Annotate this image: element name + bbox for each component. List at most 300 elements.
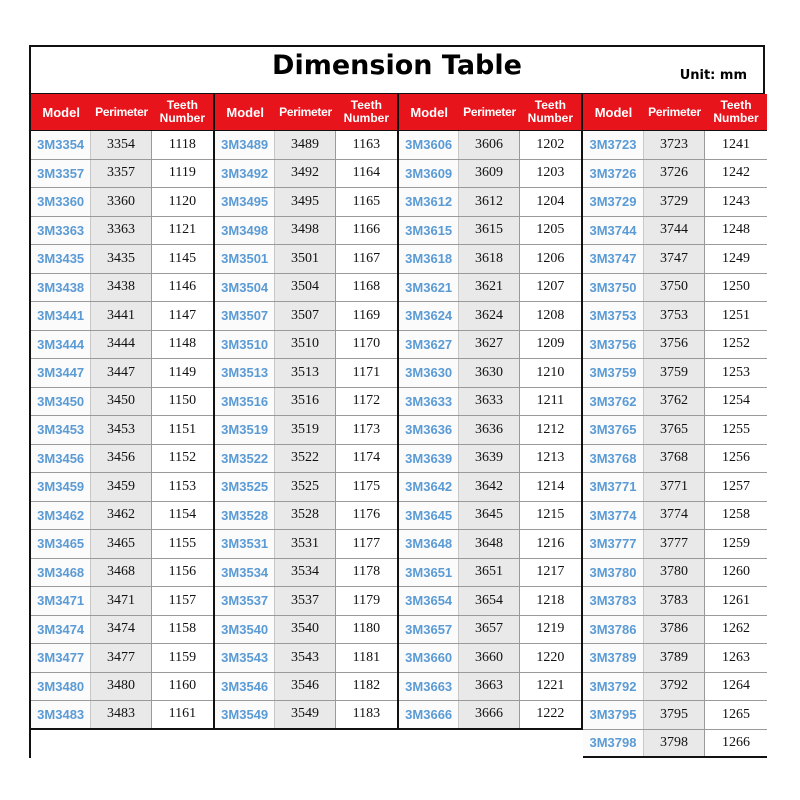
perimeter-cell: 3456 — [91, 445, 151, 473]
table-row — [399, 302, 581, 331]
table-row — [583, 587, 767, 616]
model-cell: 3M3762 — [583, 388, 644, 416]
table-row — [31, 530, 213, 559]
model-cell: 3M3504 — [215, 274, 275, 302]
teeth-number-cell: 1153 — [152, 473, 213, 501]
perimeter-cell: 3795 — [644, 701, 705, 729]
teeth-number-cell: 1252 — [705, 331, 767, 359]
model-cell: 3M3480 — [31, 673, 91, 701]
table-row — [399, 530, 581, 559]
table-row — [583, 616, 767, 645]
teeth-number-cell: 1179 — [336, 587, 397, 615]
teeth-number-cell: 1248 — [705, 217, 767, 245]
model-cell: 3M3450 — [31, 388, 91, 416]
model-cell: 3M3756 — [583, 331, 644, 359]
teeth-number-cell: 1202 — [520, 131, 581, 159]
table-row — [399, 473, 581, 502]
teeth-number-cell: 1216 — [520, 530, 581, 558]
perimeter-cell: 3606 — [459, 131, 519, 159]
table-row — [399, 188, 581, 217]
teeth-number-cell: 1170 — [336, 331, 397, 359]
table-row — [583, 530, 767, 559]
table-row — [215, 302, 397, 331]
perimeter-cell: 3654 — [459, 587, 519, 615]
model-cell: 3M3777 — [583, 530, 644, 558]
model-cell: 3M3510 — [215, 331, 275, 359]
teeth-number-cell: 1256 — [705, 445, 767, 473]
perimeter-cell: 3762 — [644, 388, 705, 416]
table-row — [583, 217, 767, 246]
table-row — [215, 587, 397, 616]
table-row — [583, 673, 767, 702]
perimeter-cell: 3534 — [275, 559, 335, 587]
table-row — [215, 530, 397, 559]
model-cell: 3M3516 — [215, 388, 275, 416]
teeth-number-cell: 1204 — [520, 188, 581, 216]
perimeter-cell: 3537 — [275, 587, 335, 615]
perimeter-cell: 3435 — [91, 245, 151, 273]
model-cell: 3M3444 — [31, 331, 91, 359]
table-row — [31, 331, 213, 360]
teeth-number-cell: 1254 — [705, 388, 767, 416]
table-row — [583, 131, 767, 160]
teeth-number-cell: 1210 — [520, 359, 581, 387]
model-cell: 3M3474 — [31, 616, 91, 644]
table-row — [215, 644, 397, 673]
model-cell: 3M3792 — [583, 673, 644, 701]
teeth-number-cell: 1215 — [520, 502, 581, 530]
teeth-number-cell: 1157 — [152, 587, 213, 615]
model-cell: 3M3501 — [215, 245, 275, 273]
perimeter-cell: 3630 — [459, 359, 519, 387]
teeth-number-cell: 1261 — [705, 587, 767, 615]
perimeter-cell: 3624 — [459, 302, 519, 330]
perimeter-cell: 3450 — [91, 388, 151, 416]
table-row — [215, 616, 397, 645]
perimeter-cell: 3627 — [459, 331, 519, 359]
model-cell: 3M3492 — [215, 160, 275, 188]
perimeter-cell: 3645 — [459, 502, 519, 530]
perimeter-cell: 3471 — [91, 587, 151, 615]
model-cell: 3M3642 — [399, 473, 459, 501]
model-cell: 3M3744 — [583, 217, 644, 245]
teeth-number-cell: 1155 — [152, 530, 213, 558]
perimeter-cell: 3765 — [644, 416, 705, 444]
header-row — [215, 94, 397, 131]
teeth-number-cell: 1152 — [152, 445, 213, 473]
teeth-number-cell: 1181 — [336, 644, 397, 672]
table-row — [399, 416, 581, 445]
perimeter-cell: 3777 — [644, 530, 705, 558]
teeth-number-cell: 1214 — [520, 473, 581, 501]
perimeter-cell: 3357 — [91, 160, 151, 188]
table-row — [31, 701, 213, 730]
teeth-number-cell: 1209 — [520, 331, 581, 359]
table-row — [31, 217, 213, 246]
model-cell: 3M3465 — [31, 530, 91, 558]
perimeter-cell: 3528 — [275, 502, 335, 530]
teeth-number-cell: 1219 — [520, 616, 581, 644]
model-cell: 3M3459 — [31, 473, 91, 501]
title-bar — [31, 47, 763, 94]
table-row — [215, 416, 397, 445]
model-cell: 3M3768 — [583, 445, 644, 473]
table-row — [31, 559, 213, 588]
model-cell: 3M3621 — [399, 274, 459, 302]
table-row — [399, 673, 581, 702]
perimeter-cell: 3516 — [275, 388, 335, 416]
header-teeth-number: Teeth Number — [159, 98, 206, 125]
table-row — [215, 245, 397, 274]
teeth-number-cell: 1182 — [336, 673, 397, 701]
table-row — [399, 131, 581, 160]
teeth-number-cell: 1265 — [705, 701, 767, 729]
table-row — [399, 502, 581, 531]
perimeter-cell: 3660 — [459, 644, 519, 672]
model-cell: 3M3606 — [399, 131, 459, 159]
table-row — [215, 331, 397, 360]
teeth-number-cell: 1217 — [520, 559, 581, 587]
table-row — [215, 502, 397, 531]
perimeter-cell: 3744 — [644, 217, 705, 245]
perimeter-cell: 3531 — [275, 530, 335, 558]
table-row — [31, 644, 213, 673]
header-perimeter: Perimeter — [463, 105, 516, 119]
perimeter-cell: 3504 — [275, 274, 335, 302]
model-cell: 3M3363 — [31, 217, 91, 245]
perimeter-cell: 3723 — [644, 131, 705, 159]
model-cell: 3M3633 — [399, 388, 459, 416]
teeth-number-cell: 1222 — [520, 701, 581, 728]
model-cell: 3M3435 — [31, 245, 91, 273]
teeth-number-cell: 1159 — [152, 644, 213, 672]
model-cell: 3M3774 — [583, 502, 644, 530]
perimeter-cell: 3507 — [275, 302, 335, 330]
model-cell: 3M3759 — [583, 359, 644, 387]
perimeter-cell: 3492 — [275, 160, 335, 188]
table-row — [583, 302, 767, 331]
teeth-number-cell: 1177 — [336, 530, 397, 558]
perimeter-cell: 3789 — [644, 644, 705, 672]
model-cell: 3M3477 — [31, 644, 91, 672]
teeth-number-cell: 1249 — [705, 245, 767, 273]
header-row — [583, 94, 767, 131]
table-row — [31, 245, 213, 274]
table-row — [31, 160, 213, 189]
header-perimeter: Perimeter — [279, 105, 332, 119]
model-cell: 3M3639 — [399, 445, 459, 473]
perimeter-cell: 3525 — [275, 473, 335, 501]
table-row — [399, 274, 581, 303]
teeth-number-cell: 1262 — [705, 616, 767, 644]
teeth-number-cell: 1174 — [336, 445, 397, 473]
teeth-number-cell: 1242 — [705, 160, 767, 188]
table-row — [215, 274, 397, 303]
table-row — [399, 359, 581, 388]
model-cell: 3M3765 — [583, 416, 644, 444]
table-row — [583, 160, 767, 189]
model-cell: 3M3498 — [215, 217, 275, 245]
teeth-number-cell: 1149 — [152, 359, 213, 387]
model-cell: 3M3648 — [399, 530, 459, 558]
table-row — [399, 331, 581, 360]
model-cell: 3M3456 — [31, 445, 91, 473]
perimeter-cell: 3663 — [459, 673, 519, 701]
teeth-number-cell: 1164 — [336, 160, 397, 188]
header-model: Model — [226, 104, 264, 120]
teeth-number-cell: 1146 — [152, 274, 213, 302]
teeth-number-cell: 1176 — [336, 502, 397, 530]
teeth-number-cell: 1180 — [336, 616, 397, 644]
table-row — [399, 445, 581, 474]
teeth-number-cell: 1208 — [520, 302, 581, 330]
model-cell: 3M3657 — [399, 616, 459, 644]
teeth-number-cell: 1168 — [336, 274, 397, 302]
table-row — [399, 388, 581, 417]
model-cell: 3M3753 — [583, 302, 644, 330]
model-cell: 3M3540 — [215, 616, 275, 644]
teeth-number-cell: 1121 — [152, 217, 213, 245]
model-cell: 3M3618 — [399, 245, 459, 273]
model-cell: 3M3513 — [215, 359, 275, 387]
header-perimeter: Perimeter — [95, 105, 148, 119]
teeth-number-cell: 1206 — [520, 245, 581, 273]
model-cell: 3M3750 — [583, 274, 644, 302]
table-row — [583, 701, 767, 730]
perimeter-cell: 3510 — [275, 331, 335, 359]
perimeter-cell: 3543 — [275, 644, 335, 672]
perimeter-cell: 3522 — [275, 445, 335, 473]
model-cell: 3M3723 — [583, 131, 644, 159]
model-cell: 3M3546 — [215, 673, 275, 701]
header-model: Model — [42, 104, 80, 120]
table-title: Dimension Table — [272, 50, 522, 81]
dimension-table — [29, 45, 765, 758]
teeth-number-cell: 1167 — [336, 245, 397, 273]
perimeter-cell: 3615 — [459, 217, 519, 245]
header-row — [31, 94, 213, 131]
table-row — [583, 245, 767, 274]
model-cell: 3M3645 — [399, 502, 459, 530]
perimeter-cell: 3666 — [459, 701, 519, 728]
perimeter-cell: 3549 — [275, 701, 335, 728]
table-row — [399, 160, 581, 189]
perimeter-cell: 3453 — [91, 416, 151, 444]
table-row — [31, 473, 213, 502]
unit-label: Unit: mm — [679, 68, 747, 83]
perimeter-cell: 3441 — [91, 302, 151, 330]
teeth-number-cell: 1205 — [520, 217, 581, 245]
table-row — [31, 673, 213, 702]
model-cell: 3M3651 — [399, 559, 459, 587]
column-group-4 — [583, 94, 767, 758]
model-cell: 3M3483 — [31, 701, 91, 728]
perimeter-cell: 3474 — [91, 616, 151, 644]
table-row — [31, 587, 213, 616]
teeth-number-cell: 1156 — [152, 559, 213, 587]
model-cell: 3M3663 — [399, 673, 459, 701]
perimeter-cell: 3648 — [459, 530, 519, 558]
model-cell: 3M3795 — [583, 701, 644, 729]
table-row — [583, 388, 767, 417]
model-cell: 3M3522 — [215, 445, 275, 473]
perimeter-cell: 3753 — [644, 302, 705, 330]
model-cell: 3M3789 — [583, 644, 644, 672]
model-cell: 3M3447 — [31, 359, 91, 387]
teeth-number-cell: 1165 — [336, 188, 397, 216]
perimeter-cell: 3612 — [459, 188, 519, 216]
header-teeth-number: Teeth Number — [527, 98, 574, 125]
teeth-number-cell: 1119 — [152, 160, 213, 188]
perimeter-cell: 3774 — [644, 502, 705, 530]
teeth-number-cell: 1203 — [520, 160, 581, 188]
perimeter-cell: 3459 — [91, 473, 151, 501]
table-row — [31, 502, 213, 531]
teeth-number-cell: 1264 — [705, 673, 767, 701]
model-cell: 3M3615 — [399, 217, 459, 245]
teeth-number-cell: 1258 — [705, 502, 767, 530]
table-row — [31, 616, 213, 645]
perimeter-cell: 3792 — [644, 673, 705, 701]
table-row — [31, 445, 213, 474]
model-cell: 3M3495 — [215, 188, 275, 216]
table-row — [583, 473, 767, 502]
teeth-number-cell: 1158 — [152, 616, 213, 644]
perimeter-cell: 3633 — [459, 388, 519, 416]
table-row — [399, 559, 581, 588]
model-cell: 3M3507 — [215, 302, 275, 330]
model-cell: 3M3549 — [215, 701, 275, 728]
perimeter-cell: 3756 — [644, 331, 705, 359]
table-row — [399, 587, 581, 616]
table-row — [583, 274, 767, 303]
model-cell: 3M3771 — [583, 473, 644, 501]
table-row — [215, 188, 397, 217]
perimeter-cell: 3462 — [91, 502, 151, 530]
teeth-number-cell: 1266 — [705, 730, 767, 757]
teeth-number-cell: 1118 — [152, 131, 213, 159]
teeth-number-cell: 1160 — [152, 673, 213, 701]
teeth-number-cell: 1173 — [336, 416, 397, 444]
table-row — [583, 188, 767, 217]
model-cell: 3M3609 — [399, 160, 459, 188]
table-row — [215, 160, 397, 189]
model-cell: 3M3531 — [215, 530, 275, 558]
table-row — [215, 359, 397, 388]
model-cell: 3M3729 — [583, 188, 644, 216]
table-row — [399, 616, 581, 645]
table-row — [583, 359, 767, 388]
table-row — [31, 416, 213, 445]
teeth-number-cell: 1259 — [705, 530, 767, 558]
model-cell: 3M3627 — [399, 331, 459, 359]
teeth-number-cell: 1178 — [336, 559, 397, 587]
column-group-3 — [399, 94, 583, 730]
perimeter-cell: 3519 — [275, 416, 335, 444]
table-row — [583, 502, 767, 531]
header-teeth-number: Teeth Number — [343, 98, 390, 125]
teeth-number-cell: 1161 — [152, 701, 213, 728]
teeth-number-cell: 1218 — [520, 587, 581, 615]
perimeter-cell: 3465 — [91, 530, 151, 558]
table-row — [399, 217, 581, 246]
perimeter-cell: 3498 — [275, 217, 335, 245]
header-teeth-number: Teeth Number — [713, 98, 759, 125]
perimeter-cell: 3438 — [91, 274, 151, 302]
perimeter-cell: 3621 — [459, 274, 519, 302]
teeth-number-cell: 1145 — [152, 245, 213, 273]
table-row — [399, 245, 581, 274]
model-cell: 3M3786 — [583, 616, 644, 644]
perimeter-cell: 3483 — [91, 701, 151, 728]
perimeter-cell: 3360 — [91, 188, 151, 216]
model-cell: 3M3462 — [31, 502, 91, 530]
model-cell: 3M3783 — [583, 587, 644, 615]
model-cell: 3M3537 — [215, 587, 275, 615]
model-cell: 3M3624 — [399, 302, 459, 330]
table-row — [583, 331, 767, 360]
model-cell: 3M3441 — [31, 302, 91, 330]
table-row — [399, 701, 581, 730]
perimeter-cell: 3657 — [459, 616, 519, 644]
table-row — [31, 359, 213, 388]
model-cell: 3M3468 — [31, 559, 91, 587]
perimeter-cell: 3642 — [459, 473, 519, 501]
model-cell: 3M3612 — [399, 188, 459, 216]
table-columns — [31, 94, 763, 758]
perimeter-cell: 3540 — [275, 616, 335, 644]
table-row — [215, 673, 397, 702]
teeth-number-cell: 1213 — [520, 445, 581, 473]
teeth-number-cell: 1211 — [520, 388, 581, 416]
teeth-number-cell: 1250 — [705, 274, 767, 302]
perimeter-cell: 3489 — [275, 131, 335, 159]
perimeter-cell: 3609 — [459, 160, 519, 188]
table-row — [215, 559, 397, 588]
teeth-number-cell: 1163 — [336, 131, 397, 159]
perimeter-cell: 3639 — [459, 445, 519, 473]
teeth-number-cell: 1257 — [705, 473, 767, 501]
table-row — [215, 131, 397, 160]
teeth-number-cell: 1220 — [520, 644, 581, 672]
perimeter-cell: 3750 — [644, 274, 705, 302]
perimeter-cell: 3636 — [459, 416, 519, 444]
header-row — [399, 94, 581, 131]
table-row — [215, 445, 397, 474]
teeth-number-cell: 1183 — [336, 701, 397, 728]
perimeter-cell: 3651 — [459, 559, 519, 587]
teeth-number-cell: 1166 — [336, 217, 397, 245]
table-row — [583, 644, 767, 673]
teeth-number-cell: 1212 — [520, 416, 581, 444]
teeth-number-cell: 1175 — [336, 473, 397, 501]
model-cell: 3M3453 — [31, 416, 91, 444]
table-row — [215, 388, 397, 417]
column-group-1 — [31, 94, 215, 730]
table-row — [583, 559, 767, 588]
perimeter-cell: 3780 — [644, 559, 705, 587]
model-cell: 3M3354 — [31, 131, 91, 159]
perimeter-cell: 3747 — [644, 245, 705, 273]
table-row — [583, 730, 767, 759]
model-cell: 3M3666 — [399, 701, 459, 728]
model-cell: 3M3528 — [215, 502, 275, 530]
teeth-number-cell: 1207 — [520, 274, 581, 302]
model-cell: 3M3519 — [215, 416, 275, 444]
table-row — [31, 388, 213, 417]
model-cell: 3M3543 — [215, 644, 275, 672]
perimeter-cell: 3726 — [644, 160, 705, 188]
